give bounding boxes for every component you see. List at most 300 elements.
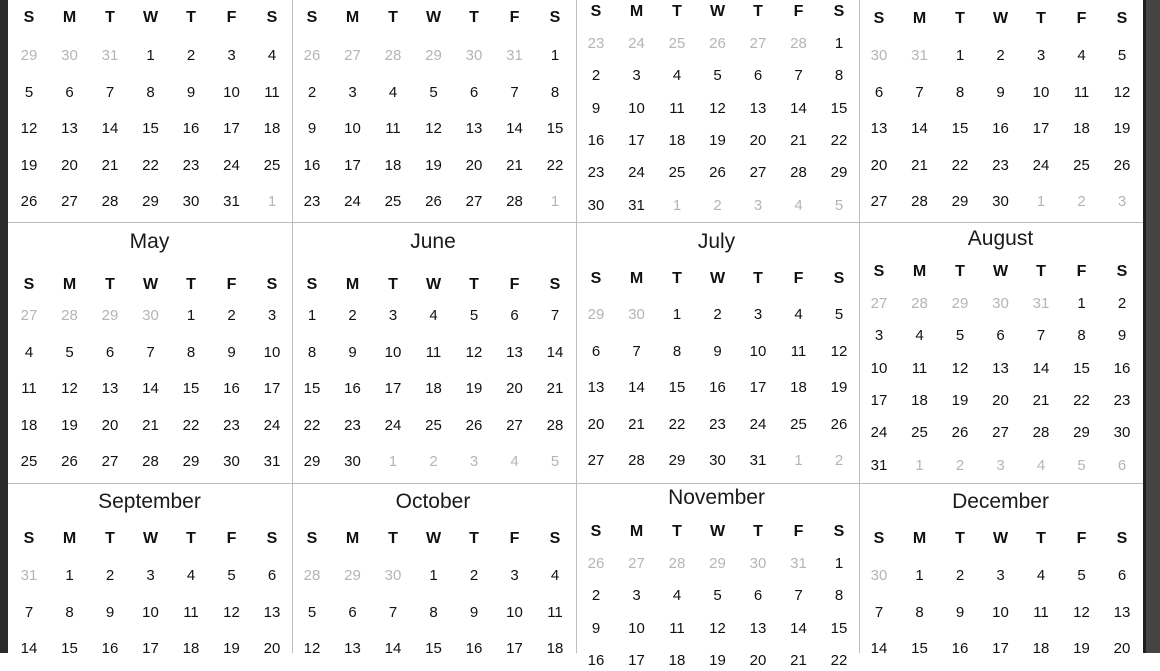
calendar-day: 21 xyxy=(142,416,159,434)
calendar-day: 3 xyxy=(348,83,357,101)
calendar-day: 14 xyxy=(628,379,645,397)
calendar-day: 26 xyxy=(465,416,483,434)
adjacent-month-day: 1 xyxy=(388,453,398,471)
weekday-header: F xyxy=(793,3,804,20)
calendar-day: 27 xyxy=(506,416,523,434)
calendar-day: 2 xyxy=(307,83,317,101)
calendar-day: 12 xyxy=(951,359,969,377)
calendar-day: 16 xyxy=(344,380,361,398)
weekday-header: T xyxy=(469,9,479,26)
calendar-day: 4 xyxy=(429,307,438,324)
weekday-header: F xyxy=(793,270,804,287)
calendar-day: 7 xyxy=(794,67,803,85)
calendar-day: 11 xyxy=(385,120,401,138)
adjacent-month-day: 31 xyxy=(506,47,523,64)
calendar-day: 5 xyxy=(834,306,844,323)
weekday-header: S xyxy=(266,276,278,293)
adjacent-month-day: 3 xyxy=(753,196,763,214)
weekday-header: S xyxy=(590,270,602,287)
calendar-day: 4 xyxy=(672,587,682,605)
calendar-day: 6 xyxy=(65,83,74,101)
calendar-day: 10 xyxy=(992,603,1009,621)
calendar-day: 6 xyxy=(510,307,519,324)
frame-right-edge xyxy=(1143,0,1146,653)
weekday-header: T xyxy=(753,523,763,540)
calendar-day: 4 xyxy=(24,343,34,361)
adjacent-month-day: 2 xyxy=(955,456,965,474)
weekday-header: T xyxy=(672,523,682,540)
calendar-day: 14 xyxy=(790,99,807,117)
weekday-header: S xyxy=(266,530,278,547)
weekday-header: T xyxy=(388,530,398,547)
calendar-day: 15 xyxy=(830,99,848,117)
calendar-day: 18 xyxy=(668,651,686,669)
adjacent-month-day: 2 xyxy=(713,196,722,214)
calendar-day: 1 xyxy=(834,555,844,572)
weekday-header: S xyxy=(1116,530,1128,547)
calendar-day: 19 xyxy=(951,391,969,409)
calendar-day: 16 xyxy=(223,380,240,398)
calendar-day: 12 xyxy=(20,120,38,138)
calendar-day: 1 xyxy=(915,567,924,584)
adjacent-month-day: 5 xyxy=(1077,456,1086,474)
calendar-day: 25 xyxy=(425,416,442,434)
weekday-header: T xyxy=(469,530,479,547)
calendar-day: 12 xyxy=(303,640,321,658)
calendar-day: 18 xyxy=(1032,640,1050,658)
adjacent-month-day: 24 xyxy=(628,35,645,52)
calendar-day: 3 xyxy=(632,67,641,85)
adjacent-month-day: 29 xyxy=(709,555,726,572)
calendar-day: 24 xyxy=(870,424,888,442)
calendar-day: 5 xyxy=(1077,567,1086,584)
calendar-day: 18 xyxy=(911,391,928,409)
weekday-header: T xyxy=(105,276,115,293)
weekday-header: M xyxy=(62,530,77,547)
column-divider xyxy=(576,0,577,653)
calendar-day: 27 xyxy=(587,452,605,470)
calendar-day: 25 xyxy=(20,453,38,471)
calendar-day: 8 xyxy=(955,83,965,101)
calendar-day: 5 xyxy=(713,587,722,605)
column-divider xyxy=(292,0,293,653)
calendar-day: 1 xyxy=(1077,295,1086,312)
calendar-day: 9 xyxy=(348,343,357,361)
calendar-day: 16 xyxy=(992,120,1009,138)
month-title: May xyxy=(129,230,170,253)
calendar-day: 10 xyxy=(263,343,281,361)
calendar-day: 21 xyxy=(790,131,807,149)
calendar-day: 20 xyxy=(263,640,281,658)
weekday-header: W xyxy=(425,276,442,293)
calendar-day: 21 xyxy=(1032,391,1050,409)
adjacent-month-day: 27 xyxy=(20,307,38,324)
calendar-day: 9 xyxy=(186,83,196,101)
calendar-day: 8 xyxy=(915,603,924,621)
calendar-day: 6 xyxy=(996,327,1005,345)
calendar-day: 17 xyxy=(749,379,767,397)
weekday-header: S xyxy=(306,9,318,26)
calendar-day: 10 xyxy=(628,619,645,637)
calendar-day: 2 xyxy=(591,67,601,85)
calendar-day: 26 xyxy=(1113,156,1131,174)
calendar-day: 28 xyxy=(101,193,119,211)
calendar-day: 19 xyxy=(465,380,483,398)
calendar-day: 4 xyxy=(1036,567,1046,584)
calendar-day: 15 xyxy=(951,120,969,138)
weekday-header: S xyxy=(1116,10,1128,27)
calendar-day: 7 xyxy=(388,603,398,621)
adjacent-month-day: 27 xyxy=(870,295,888,312)
adjacent-month-day: 2 xyxy=(1077,193,1086,211)
calendar-day: 12 xyxy=(465,343,483,361)
weekday-header: S xyxy=(549,530,561,547)
weekday-header: T xyxy=(388,276,398,293)
calendar-day: 7 xyxy=(874,603,884,621)
calendar-day: 15 xyxy=(911,640,928,658)
calendar-day: 20 xyxy=(101,416,119,434)
calendar-day: 3 xyxy=(267,307,277,324)
calendar-day: 3 xyxy=(874,327,884,345)
calendar-day: 8 xyxy=(1077,327,1086,345)
calendar-day: 10 xyxy=(749,342,767,360)
calendar-day: 4 xyxy=(388,83,398,101)
adjacent-month-day: 5 xyxy=(834,196,844,214)
calendar-day: 25 xyxy=(911,424,928,442)
calendar-day: 30 xyxy=(344,453,361,471)
adjacent-month-day: 31 xyxy=(911,47,928,64)
adjacent-month-day: 27 xyxy=(628,555,645,572)
adjacent-month-day: 30 xyxy=(142,307,159,324)
calendar-day: 29 xyxy=(951,193,969,211)
calendar-day: 10 xyxy=(628,99,645,117)
weekday-header: W xyxy=(142,276,159,293)
calendar-day: 11 xyxy=(669,619,685,637)
calendar-day: 6 xyxy=(267,567,277,584)
calendar-day: 3 xyxy=(996,567,1005,584)
calendar-day: 16 xyxy=(465,640,483,658)
calendar-day: 6 xyxy=(348,603,357,621)
calendar-day: 6 xyxy=(469,83,479,101)
month-block xyxy=(8,0,291,658)
row-divider xyxy=(8,483,1143,484)
calendar-day: 9 xyxy=(955,603,965,621)
calendar-day: 26 xyxy=(709,164,726,182)
calendar-day: 3 xyxy=(753,306,763,323)
calendar-day: 4 xyxy=(672,67,682,85)
weekday-header: S xyxy=(23,9,35,26)
calendar-day: 19 xyxy=(20,156,38,174)
calendar-day: 23 xyxy=(1113,391,1131,409)
calendar-day: 6 xyxy=(753,587,763,605)
calendar-day: 8 xyxy=(186,343,196,361)
calendar-day: 7 xyxy=(794,587,803,605)
calendar-day: 30 xyxy=(1113,424,1131,442)
adjacent-month-day: 26 xyxy=(709,35,726,52)
calendar-day: 22 xyxy=(830,131,848,149)
weekday-header: W xyxy=(992,10,1009,27)
calendar-day: 19 xyxy=(1113,120,1131,138)
calendar-day: 11 xyxy=(1073,83,1090,101)
calendar-day: 24 xyxy=(628,164,645,182)
calendar-day: 24 xyxy=(223,156,240,174)
weekday-header: S xyxy=(23,276,35,293)
adjacent-month-day: 26 xyxy=(587,555,605,572)
weekday-header: M xyxy=(345,530,360,547)
calendar-day: 20 xyxy=(506,380,523,398)
adjacent-month-day: 30 xyxy=(384,567,402,584)
calendar-day: 11 xyxy=(21,380,37,398)
calendar-day: 14 xyxy=(142,380,159,398)
weekday-header: T xyxy=(388,9,398,26)
calendar-day: 11 xyxy=(669,99,685,117)
adjacent-month-day: 4 xyxy=(794,196,803,214)
calendar-day: 16 xyxy=(951,640,969,658)
weekday-header: T xyxy=(753,3,763,20)
calendar-day: 22 xyxy=(303,416,321,434)
weekday-header: S xyxy=(266,9,278,26)
weekday-header: M xyxy=(912,263,927,280)
weekday-header: T xyxy=(105,9,115,26)
calendar-day: 8 xyxy=(550,83,560,101)
calendar-day: 10 xyxy=(1032,83,1050,101)
calendar-day: 15 xyxy=(1073,359,1090,377)
calendar-day: 6 xyxy=(753,67,763,85)
calendar-day: 30 xyxy=(182,193,200,211)
calendar-day: 26 xyxy=(951,424,969,442)
calendar-day: 1 xyxy=(429,567,438,584)
weekday-header: W xyxy=(709,523,726,540)
calendar-day: 1 xyxy=(65,567,74,584)
calendar-day: 14 xyxy=(790,619,807,637)
calendar-day: 18 xyxy=(1073,120,1090,138)
calendar-day: 11 xyxy=(183,603,199,621)
adjacent-month-day: 23 xyxy=(587,35,605,52)
calendar-day: 15 xyxy=(303,380,321,398)
weekday-header: S xyxy=(306,530,318,547)
calendar-day: 2 xyxy=(713,306,722,323)
month-title: June xyxy=(410,230,456,253)
weekday-header: F xyxy=(1076,10,1087,27)
month-title: August xyxy=(967,227,1034,250)
calendar-day: 11 xyxy=(790,342,807,360)
calendar-day: 1 xyxy=(834,35,844,52)
calendar-day: 18 xyxy=(668,131,686,149)
weekday-header: F xyxy=(509,276,520,293)
weekday-header: W xyxy=(992,530,1009,547)
calendar-day: 25 xyxy=(384,193,402,211)
calendar-day: 22 xyxy=(182,416,200,434)
adjacent-month-day: 30 xyxy=(465,47,483,64)
adjacent-month-day: 2 xyxy=(429,453,438,471)
adjacent-month-day: 30 xyxy=(61,47,78,64)
calendar-day: 13 xyxy=(870,120,888,138)
calendar-day: 8 xyxy=(146,83,155,101)
calendar-day: 17 xyxy=(142,640,159,658)
weekday-header: T xyxy=(1036,263,1046,280)
calendar-day: 17 xyxy=(344,156,361,174)
calendar-day: 1 xyxy=(186,307,196,324)
adjacent-month-day: 4 xyxy=(510,453,519,471)
calendar-day: 5 xyxy=(429,83,438,101)
calendar-day: 14 xyxy=(1032,359,1050,377)
calendar-day: 13 xyxy=(101,380,119,398)
calendar-day: 23 xyxy=(182,156,200,174)
month-block xyxy=(575,0,858,669)
weekday-header: T xyxy=(672,270,682,287)
calendar-day: 31 xyxy=(263,453,281,471)
calendar-day: 14 xyxy=(506,120,523,138)
calendar-day: 26 xyxy=(20,193,38,211)
weekday-header: M xyxy=(62,276,77,293)
calendar-day: 16 xyxy=(101,640,119,658)
calendar-day: 20 xyxy=(465,156,483,174)
calendar-day: 9 xyxy=(105,603,115,621)
calendar-day: 11 xyxy=(911,359,928,377)
adjacent-month-day: 29 xyxy=(587,306,605,323)
weekday-header: F xyxy=(509,530,520,547)
calendar-day: 3 xyxy=(1036,47,1046,64)
calendar-day: 14 xyxy=(101,120,119,138)
adjacent-month-day: 29 xyxy=(101,307,119,324)
calendar-day: 24 xyxy=(344,193,361,211)
weekday-header: F xyxy=(226,276,237,293)
calendar-day: 4 xyxy=(267,47,277,64)
calendar-day: 18 xyxy=(425,380,442,398)
calendar-day: 9 xyxy=(227,343,236,361)
weekday-header: S xyxy=(549,276,561,293)
calendar-day: 19 xyxy=(61,416,78,434)
calendar-day: 30 xyxy=(992,193,1009,211)
calendar-day: 11 xyxy=(264,83,280,101)
calendar-day: 9 xyxy=(307,120,317,138)
calendar-day: 11 xyxy=(1033,603,1049,621)
calendar-day: 20 xyxy=(587,415,605,433)
month-block xyxy=(858,0,1143,658)
calendar-day: 2 xyxy=(469,567,479,584)
calendar-day: 17 xyxy=(223,120,240,138)
calendar-day: 1 xyxy=(146,47,155,64)
calendar-day: 22 xyxy=(830,651,848,669)
calendar-day: 10 xyxy=(344,120,361,138)
calendar-day: 23 xyxy=(992,156,1009,174)
month-title: September xyxy=(98,490,201,513)
weekday-header: S xyxy=(833,270,845,287)
weekday-header: W xyxy=(142,9,159,26)
weekday-header: T xyxy=(186,9,196,26)
calendar-day: 7 xyxy=(105,83,115,101)
calendar-day: 12 xyxy=(1073,603,1090,621)
adjacent-month-day: 29 xyxy=(20,47,38,64)
weekday-header: S xyxy=(833,523,845,540)
calendar-day: 12 xyxy=(830,342,848,360)
adjacent-month-day: 4 xyxy=(1036,456,1046,474)
calendar-day: 29 xyxy=(303,453,321,471)
adjacent-month-day: 1 xyxy=(550,193,560,211)
weekday-header: F xyxy=(226,9,237,26)
calendar-day: 6 xyxy=(591,342,601,360)
weekday-header: T xyxy=(955,10,965,27)
calendar-day: 23 xyxy=(223,416,240,434)
weekday-header: W xyxy=(709,3,726,20)
calendar-day: 26 xyxy=(425,193,442,211)
calendar-day: 12 xyxy=(223,603,240,621)
calendar-day: 29 xyxy=(1073,424,1090,442)
calendar-day: 16 xyxy=(182,120,200,138)
calendar-day: 2 xyxy=(1117,295,1127,312)
calendar-day: 22 xyxy=(951,156,969,174)
calendar-day: 1 xyxy=(672,306,682,323)
calendar-day: 4 xyxy=(915,327,924,345)
calendar-day: 20 xyxy=(1113,640,1131,658)
month-block xyxy=(291,0,575,658)
calendar-day: 25 xyxy=(263,156,281,174)
calendar-day: 21 xyxy=(101,156,119,174)
calendar-day: 18 xyxy=(182,640,200,658)
weekday-header: M xyxy=(345,276,360,293)
calendar-day: 25 xyxy=(1073,156,1090,174)
calendar-day: 21 xyxy=(506,156,523,174)
adjacent-month-day: 30 xyxy=(870,567,888,584)
adjacent-month-day: 30 xyxy=(992,295,1009,312)
weekday-header: S xyxy=(873,10,885,27)
calendar-day: 24 xyxy=(384,416,402,434)
calendar-day: 5 xyxy=(955,327,965,345)
calendar-day: 13 xyxy=(61,120,78,138)
calendar-day: 23 xyxy=(587,164,605,182)
calendar-day: 27 xyxy=(465,193,483,211)
calendar-day: 24 xyxy=(263,416,281,434)
weekday-header: M xyxy=(629,523,644,540)
calendar-day: 6 xyxy=(1117,567,1127,584)
calendar-day: 31 xyxy=(749,452,767,470)
adjacent-month-day: 6 xyxy=(1117,456,1127,474)
calendar-day: 3 xyxy=(388,307,398,324)
calendar-day: 20 xyxy=(992,391,1009,409)
calendar-day: 23 xyxy=(344,416,361,434)
calendar-day: 30 xyxy=(587,196,605,214)
adjacent-month-day: 3 xyxy=(996,456,1005,474)
calendar-day: 13 xyxy=(587,379,605,397)
weekday-header: F xyxy=(1076,530,1087,547)
calendar-day: 5 xyxy=(24,83,34,101)
calendar-day: 22 xyxy=(546,156,564,174)
weekday-header: S xyxy=(590,523,602,540)
weekday-header: T xyxy=(955,263,965,280)
calendar-day: 19 xyxy=(830,379,848,397)
calendar-day: 24 xyxy=(1032,156,1050,174)
calendar-day: 17 xyxy=(506,640,523,658)
weekday-header: F xyxy=(793,523,804,540)
calendar-day: 5 xyxy=(1117,47,1127,64)
weekday-header: S xyxy=(306,276,318,293)
calendar-day: 3 xyxy=(632,587,641,605)
calendar-day: 18 xyxy=(790,379,807,397)
calendar-day: 27 xyxy=(749,164,767,182)
calendar-day: 17 xyxy=(263,380,281,398)
calendar-day: 9 xyxy=(996,83,1005,101)
calendar-day: 2 xyxy=(105,567,115,584)
calendar-day: 7 xyxy=(24,603,34,621)
adjacent-month-day: 31 xyxy=(1032,295,1050,312)
calendar-day: 10 xyxy=(506,603,523,621)
adjacent-month-day: 31 xyxy=(20,567,38,584)
calendar-day: 12 xyxy=(61,380,78,398)
calendar-day: 29 xyxy=(830,164,848,182)
weekday-header: W xyxy=(425,9,442,26)
calendar-day: 16 xyxy=(1113,359,1131,377)
calendar-day: 31 xyxy=(870,456,888,474)
